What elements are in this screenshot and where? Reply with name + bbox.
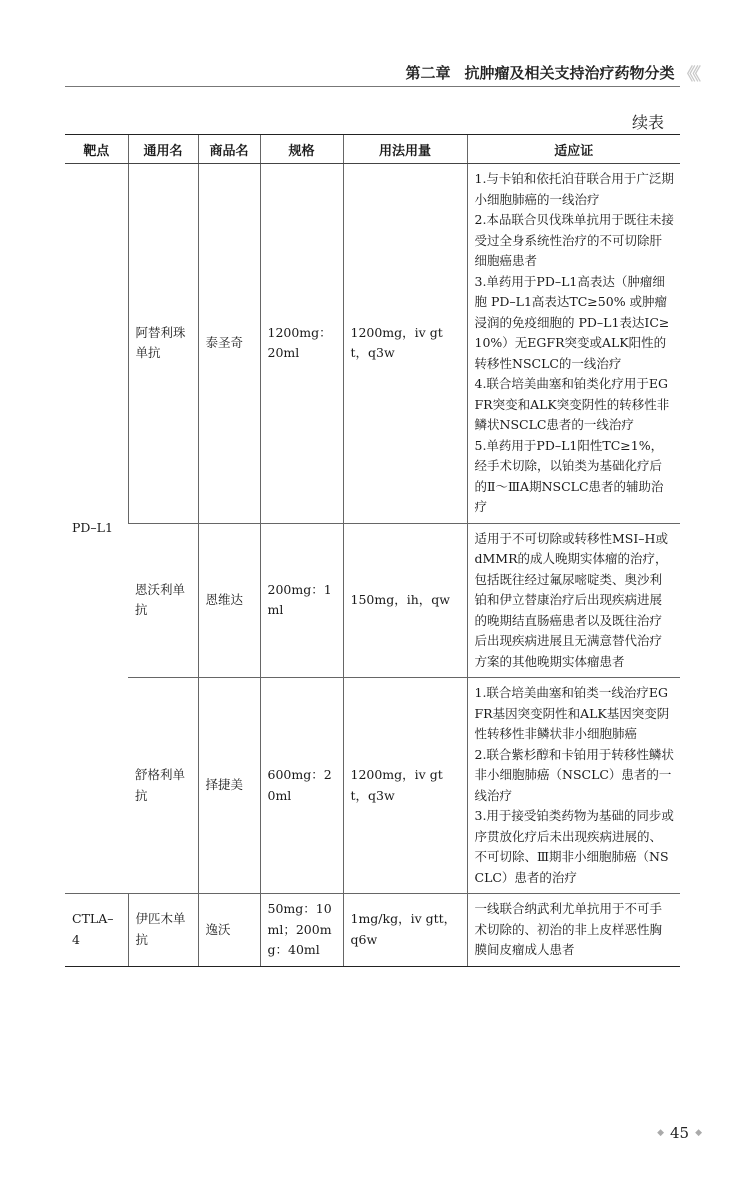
page-number (657, 1124, 702, 1142)
diamond-right-icon: ◆ (695, 1128, 702, 1138)
brand-name-cell: 择捷美 (198, 678, 260, 894)
dosage-cell: 1200mg，iv gtt，q3w (343, 678, 467, 894)
generic-name-cell: 伊匹木单抗 (128, 894, 198, 967)
col-header-indication: 适应证 (467, 135, 680, 164)
brand-name-cell: 恩维达 (198, 523, 260, 678)
table-row (65, 894, 680, 967)
col-header-generic: 通用名 (128, 135, 198, 164)
col-header-brand: 商品名 (198, 135, 260, 164)
chevron-decoration-icon: 《《 (678, 65, 698, 85)
target-cell: CTLA–4 (65, 894, 128, 967)
page-number-value: 45 (669, 1124, 690, 1142)
spec-cell: 1200mg：20ml (260, 164, 343, 524)
generic-name-cell: 舒格利单抗 (128, 678, 198, 894)
target-cell: PD–L1 (65, 164, 128, 894)
indication-cell: 适用于不可切除或转移性MSI–H或dMMR的成人晚期实体瘤的治疗，包括既往经过氟尿嘧啶类、奥沙利铂和伊立替康治疗后出现疾病进展的晚期结直肠癌患者以及既往治疗后出现疾病进展且无满意替代治疗方案的其他晚期实体瘤患者 (467, 523, 680, 678)
table-row (65, 164, 680, 524)
header-rule (65, 86, 680, 87)
brand-name-cell: 逸沃 (198, 894, 260, 967)
spec-cell: 50mg：10ml；200mg：40ml (260, 894, 343, 967)
diamond-left-icon: ◆ (657, 1128, 664, 1138)
dosage-cell: 150mg，ih，qw (343, 523, 467, 678)
table-header-row (65, 135, 680, 164)
indication-cell: 1.联合培美曲塞和铂类一线治疗EGFR基因突变阴性和ALK基因突变阴性转移性非鳞状非小细胞肺癌 2.联合紫杉醇和卡铂用于转移性鳞状非小细胞肺癌（NSCLC）患者的一线治疗 3.用于接受铂类药物为基础的同步或序贯放化疗后未出现疾病进展的、不可切除、Ⅲ期非小细胞肺癌（NSCLC）患者的治疗 (467, 678, 680, 894)
drug-table (65, 134, 680, 967)
generic-name-cell: 恩沃利单抗 (128, 523, 198, 678)
chapter-title: 抗肿瘤及相关支持治疗药物分类 (464, 64, 675, 82)
continued-label: 续表 (631, 113, 664, 132)
table-row (65, 523, 680, 678)
table-row (65, 678, 680, 894)
generic-name-cell: 阿替利珠单抗 (128, 164, 198, 524)
col-header-spec: 规格 (260, 135, 343, 164)
chapter-label: 第二章 (405, 64, 451, 82)
spec-cell: 600mg：20ml (260, 678, 343, 894)
dosage-cell: 1200mg，iv gtt，q3w (343, 164, 467, 524)
spec-cell: 200mg：1ml (260, 523, 343, 678)
dosage-cell: 1mg/kg，iv gtt，q6w (343, 894, 467, 967)
running-head (405, 60, 698, 85)
brand-name-cell: 泰圣奇 (198, 164, 260, 524)
col-header-target: 靶点 (65, 135, 128, 164)
col-header-dosage: 用法用量 (343, 135, 467, 164)
indication-cell: 一线联合纳武利尤单抗用于不可手术切除的、初治的非上皮样恶性胸膜间皮瘤成人患者 (467, 894, 680, 967)
indication-cell: 1.与卡铂和依托泊苷联合用于广泛期小细胞肺癌的一线治疗 2.本品联合贝伐珠单抗用于既往未接受过全身系统性治疗的不可切除肝细胞癌患者 3.单药用于PD–L1高表达（肿瘤细胞 PD–L1高表达TC≥50% 或肿瘤浸润的免疫细胞的 PD–L1表达IC≥10%）无EGFR突变或ALK阳性的转移性NSCLC的一线治疗 4.联合培美曲塞和铂类化疗用于EGFR突变和ALK突变阴性的转移性非鳞状NSCLC患者的一线治疗 5.单药用于PD–L1阳性TC≥1%，经手术切除，以铂类为基础化疗后的Ⅱ～ⅢA期NSCLC患者的辅助治疗 (467, 164, 680, 524)
